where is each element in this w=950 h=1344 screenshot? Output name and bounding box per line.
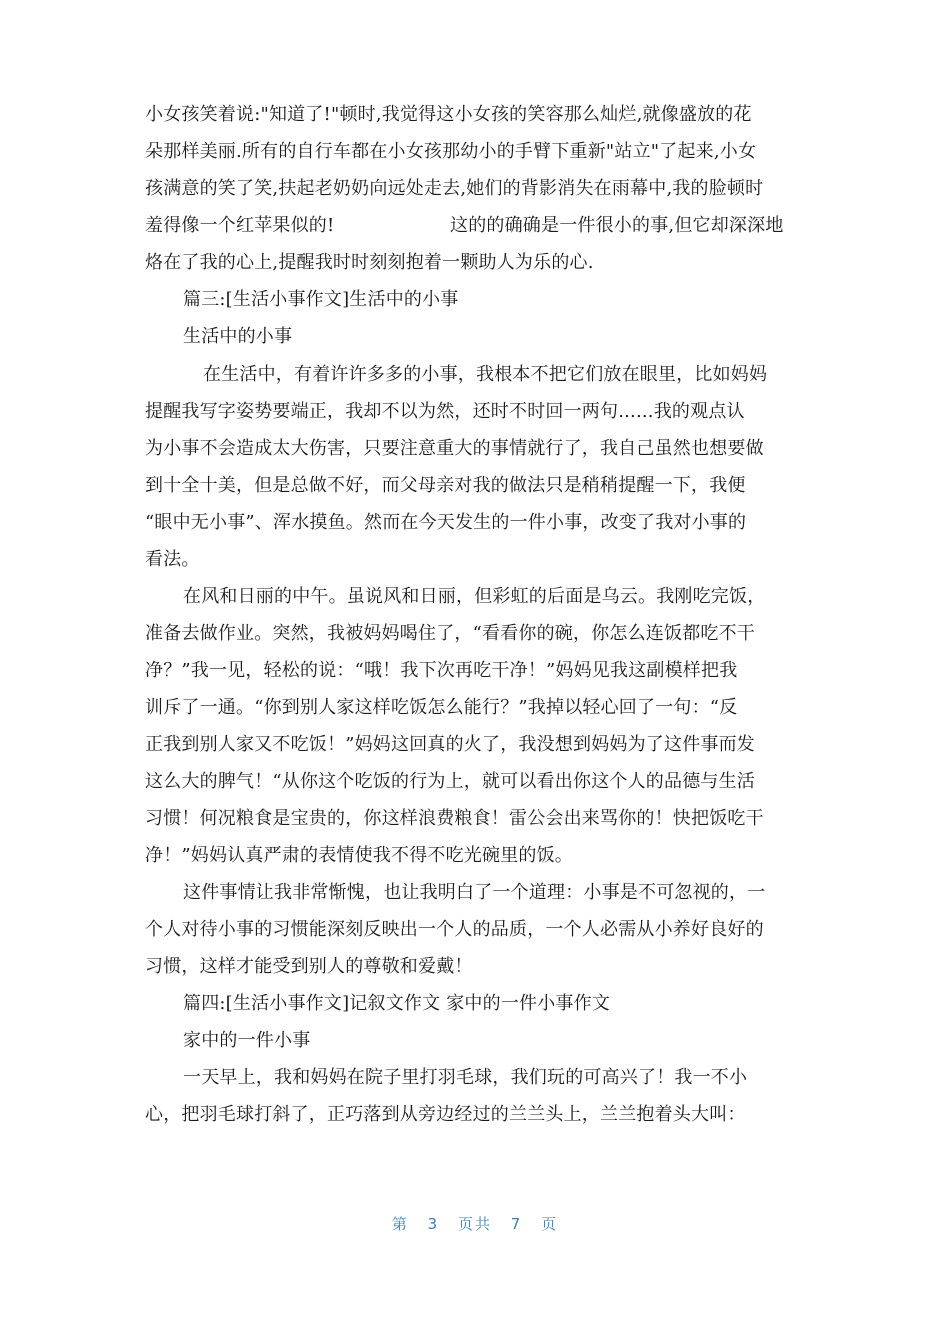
text-line: 净！”妈妈认真严肃的表情使我不得不吃光碗里的饭。: [145, 845, 573, 866]
text-line: 准备去做作业。突然，我被妈妈喝住了，“看看你的碗，你怎么连饭都吃不干: [145, 623, 755, 644]
text-line: 孩满意的笑了笑,扶起老奶奶向远处走去,她们的背影消失在雨幕中,我的脸顿时: [145, 178, 764, 199]
text-line: 在风和日丽的中午。虽说风和日丽，但彩虹的后面是乌云。我刚吃完饭，: [183, 586, 766, 607]
footer-current-page: 3: [427, 1215, 440, 1233]
text-line: 心，把羽毛球打斜了，正巧落到从旁边经过的兰兰头上，兰兰抱着头大叫：: [145, 1104, 746, 1125]
text-line: 习惯！何况粮食是宝贵的，你这样浪费粮食！雷公会出来骂你的！快把饭吃干: [145, 808, 764, 829]
footer-label-of: 页共: [457, 1215, 492, 1233]
text-line: 净？”我一见，轻松的说：“哦！我下次再吃干净！”妈妈见我这副模样把我: [145, 660, 738, 681]
section-heading: 篇三:[生活小事作文]生活中的小事: [183, 289, 459, 310]
text-line: 个人对待小事的习惯能深刻反映出一个人的品质，一个人必需从小养好良好的: [145, 919, 764, 940]
text-line: 朵那样美丽.所有的自行车都在小女孩那幼小的手臂下重新"站立"了起来,小女: [145, 141, 757, 162]
footer-label-end: 页: [541, 1215, 559, 1233]
text-line: 训斥了一通。“你到别人家这样吃饭怎么能行？”我掉以轻心回了一句：“反: [145, 697, 738, 718]
text-line: 羞得像一个红苹果似的!: [145, 215, 335, 236]
section-heading: 篇四:[生活小事作文]记叙文作文 家中的一件小事作文: [183, 993, 611, 1014]
text-line: 正我到别人家又不吃饭！”妈妈这回真的火了，我没想到妈妈为了这件事而发: [145, 734, 755, 755]
article-title: 家中的一件小事: [183, 1030, 311, 1051]
text-line: 在生活中，有着许许多多的小事，我根本不把它们放在眼里，比如妈妈: [203, 364, 768, 385]
text-line: 小女孩笑着说:"知道了!"顿时,我觉得这小女孩的笑容那么灿烂,就像盛放的花: [145, 104, 752, 125]
text-line: 这的的确确是一件很小的事,但它却深深地: [450, 215, 784, 236]
text-line: 习惯，这样才能受到别人的尊敬和爱戴！: [145, 956, 473, 977]
footer-total-pages: 7: [510, 1215, 523, 1233]
text-line: 提醒我写字姿势要端正，我却不以为然，还时不时回一两句......我的观点认: [145, 401, 745, 422]
text-line: 到十全十美，但是总做不好，而父母亲对我的做法只是稍稍提醒一下，我便: [145, 475, 746, 496]
page-footer: [0, 1213, 950, 1234]
text-line: 烙在了我的心上,提醒我时时刻刻抱着一颗助人为乐的心.: [145, 252, 594, 273]
text-line: 看法。: [145, 549, 200, 570]
text-line: 为小事不会造成太大伤害，只要注意重大的事情就行了，我自己虽然也想要做: [145, 438, 764, 459]
text-line: 这件事情让我非常惭愧，也让我明白了一个道理：小事是不可忽视的，一: [183, 882, 766, 903]
text-line: 这么大的脾气！“从你这个吃饭的行为上，就可以看出你这个人的品德与生活: [145, 771, 755, 792]
text-line: “眼中无小事”、浑水摸鱼。然而在今天发生的一件小事，改变了我对小事的: [145, 512, 747, 533]
text-line: 一天早上，我和妈妈在院子里打羽毛球，我们玩的可高兴了！我一不小: [183, 1067, 748, 1088]
footer-label-page: 第: [391, 1215, 409, 1233]
article-title: 生活中的小事: [183, 326, 293, 347]
